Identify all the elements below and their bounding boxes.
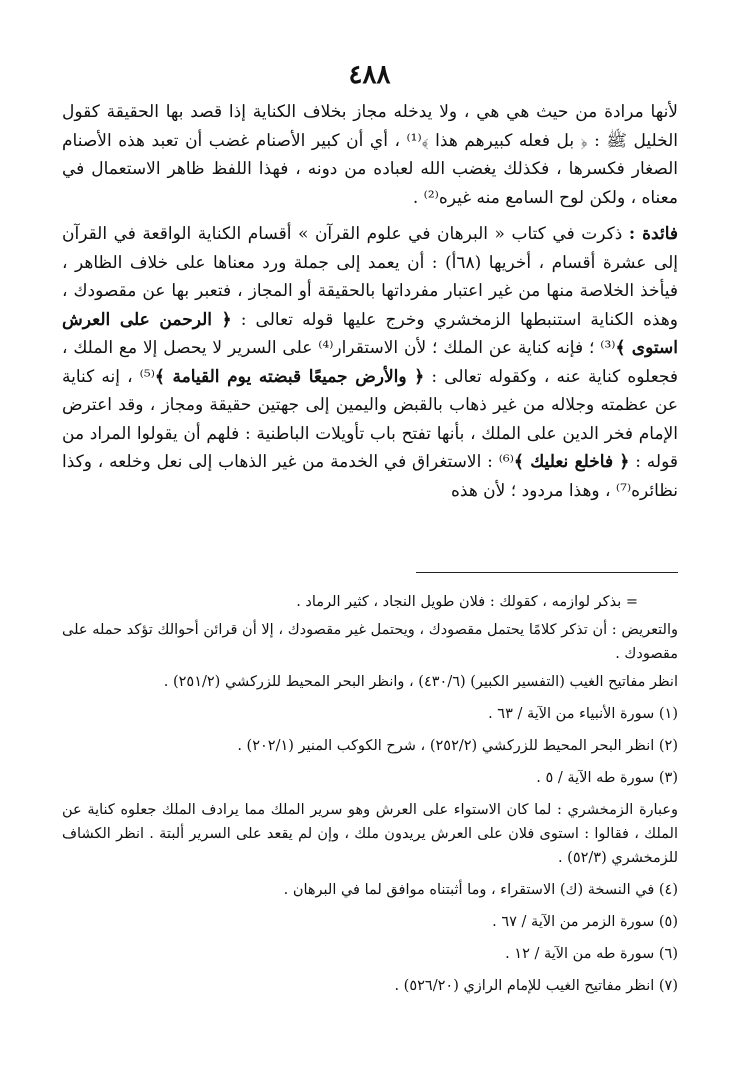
footnote-2: (٢) انظر البحر المحيط للزركشي (٢٥٢/٢) ، شرح الكوكب المنير (٢٠٢/١) .	[237, 738, 678, 754]
paragraph-2-part-a: ذكرت في كتاب « البرهان في علوم القرآن » أقسام الكناية الواقعة في القرآن إلى عشرة أقسام ، أخريها (٦٨أ) : أن يعمد إلى جملة ورد معناها على خلاف الظاهر ، فيأخذ الخلاصة منها من غير اعتبار مفرداتها بالحقيقة أو المجاز ، فتعبر بها عن مقصودك ، وهذه الكناية استنبطها الزمخشري وخرج عليها قوله تعالى :	[62, 224, 678, 330]
quran-quote-2: ﴿ والأرض جميعًا قبضته يوم القيامة ﴾	[154, 366, 425, 387]
footnote-continuation-2: والتعريض : أن تذكر كلامًا يحتمل مقصودك ، ويحتمل غير مقصودك ، إلا أن قرائن أحوالك تؤكد حمله على مقصودك .	[62, 622, 678, 662]
page-number: ٤٨٨	[348, 60, 391, 90]
paragraph-2-part-c: ⁽⁵⁾ ، إنه كناية عن عظمته وجلاله من غير ذهاب بالقبض واليمين إلى جهتين حقيقة ومجاز ، وقد اعترض الإمام فخر الدين على الملك ، بأنها تفتح باب تأويلات الباطنية : فلهم أن يقولوا المراد من قوله :	[62, 366, 679, 472]
quran-quote-1: ﴿ الرحمن على العرش استوى ﴾	[62, 309, 678, 358]
main-text	[62, 98, 678, 505]
footnote-3: (٣) سورة طه الآية / ٥ .	[536, 770, 678, 786]
quran-quote-3: ﴿ فاخلع نعليك ﴾	[513, 452, 630, 472]
footnote-5: (٥) سورة الزمر من الآية / ٦٧ .	[492, 914, 678, 930]
paragraph-2-part-d: ⁽⁶⁾ : الاستغراق في الخدمة من غير الذهاب إلى نعل وخلعه ، وكذا نظائره⁽⁷⁾ ، وهذا مردود ؛ لأن هذه	[62, 452, 678, 501]
footnote-7: (٧) انظر مفاتيح الغيب للإمام الرازي (٥٢٦/٢٠) .	[394, 978, 678, 994]
paragraph-2-part-b: ⁽³⁾ ؛ فإنه كناية عن الملك ؛ لأن الاستقرار⁽⁴⁾ على السرير لا يحصل إلا مع الملك ، فجعلوه كناية عنه ، وكقوله تعالى :	[62, 338, 678, 387]
paragraph-1: لأنها مرادة من حيث هي هي ، ولا يدخله مجاز بخلاف الكناية إذا قصد بها الحقيقة كقول الخليل ﷺ : ﴿ بل فعله كبيرهم هذا ﴾⁽¹⁾ ، أي أن كبير الأصنام غضب أن تعبد هذه الأصنام الصغار فكسرها ، فكذلك يغضب الله لعباده من دونه ، فهذا اللفظ ظاهر الاستعمال في معناه ، ولكن لوح السامع منه غيره⁽²⁾ .	[62, 102, 678, 208]
footnote-separator	[416, 572, 678, 573]
footnote-3-note: وعبارة الزمخشري : لما كان الاستواء على العرش وهو سرير الملك مما يرادف الملك جعلوه كناية عن الملك ، فقالوا : استوى فلان على العرش يريدون ملك ، وإن لم يقعد على السرير ألبتة . انظر الكشاف للزمخشري (٥٢/٣) .	[62, 802, 678, 866]
footnote-6: (٦) سورة طه من الآية / ١٢ .	[505, 946, 678, 962]
footnote-4: (٤) في النسخة (ك) الاستقراء ، وما أثبتناه موافق لما في البرهان .	[283, 882, 678, 898]
footnote-continuation-1: = بذكر لوازمه ، كقولك : فلان طويل النجاد ، كثير الرماد .	[296, 594, 638, 610]
faida-label: فائدة :	[628, 224, 678, 244]
footnotes	[62, 590, 678, 1006]
footnote-1: (١) سورة الأنبياء من الآية / ٦٣ .	[488, 706, 678, 722]
paragraph-2	[62, 220, 678, 505]
footnote-continuation-3: انظر مفاتيح الغيب (التفسير الكبير) (٤٣٠/٦) ، وانظر البحر المحيط للزركشي (٢٥١/٢) .	[163, 674, 678, 690]
